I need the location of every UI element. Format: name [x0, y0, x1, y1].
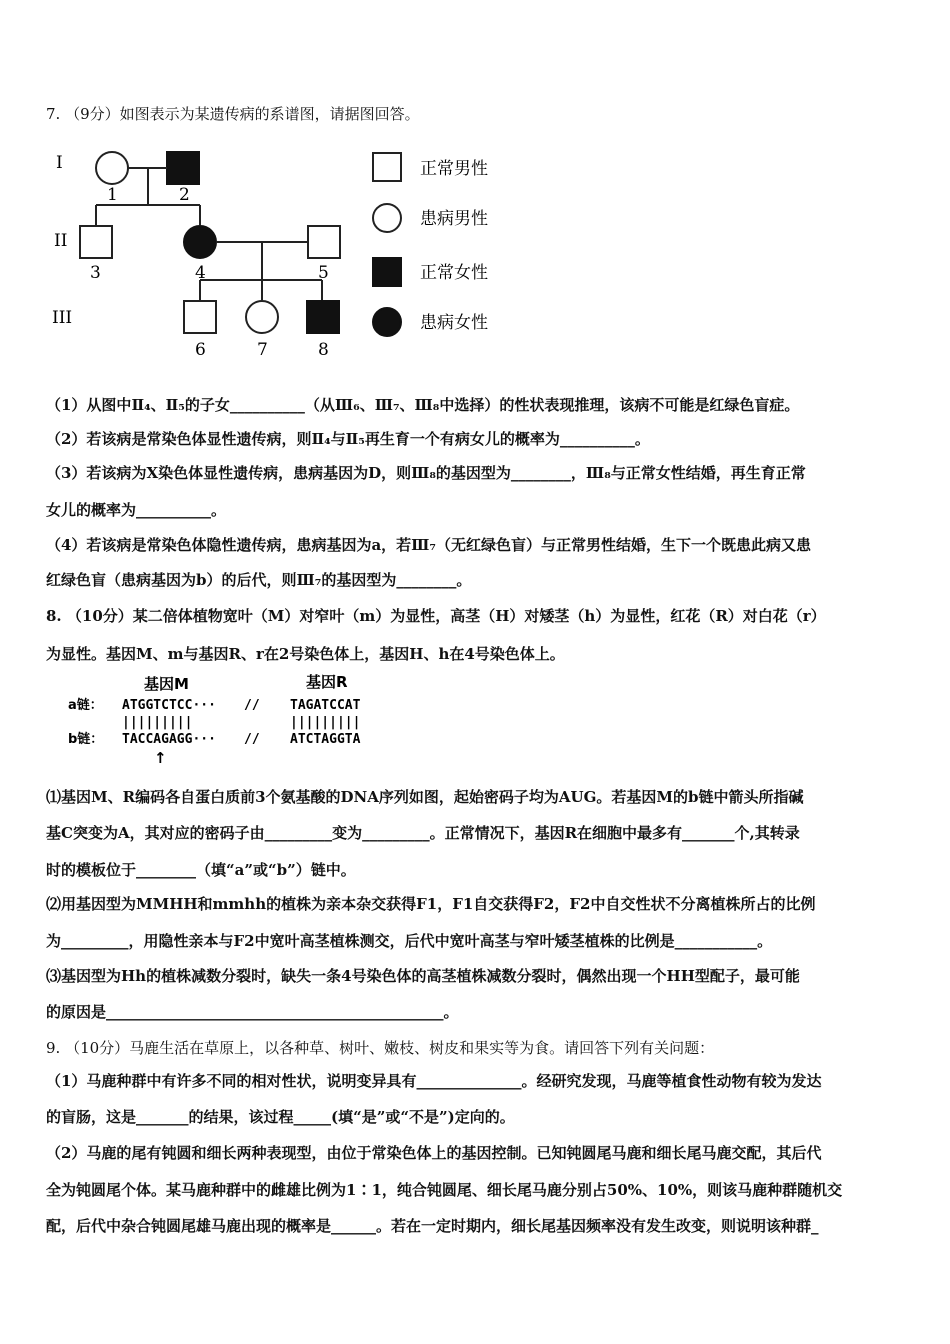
member-2-affected-female	[167, 152, 199, 184]
member-label-5: 5	[318, 263, 329, 283]
q9-header: 9. （10分）马鹿生活在草原上，以各种草、树叶、嫩枝、树皮和果实等为食。请回答下列有关问题：	[46, 1039, 715, 1057]
q8-sub3-line2: 的原因是_____________________________________________。	[46, 1003, 459, 1021]
legend-label-3: 正常女性	[420, 263, 488, 283]
strand-a-label: a链：	[68, 698, 103, 713]
member-label-3: 3	[90, 263, 101, 283]
gene-r-label: 基因R	[306, 673, 348, 691]
member-8-affected-female	[307, 301, 339, 333]
strand-a-seq-1: ATGGTCTCC···	[122, 698, 216, 713]
q8-sub1-line2: 基C突变为A，其对应的密码子由_________变为_________。正常情况下，基因R在细胞中最多有_______个,其转录	[46, 824, 800, 842]
member-5-normal-male	[308, 226, 340, 258]
q9-part1-line2: 的盲肠，这是_______的结果，该过程_____(填“是”或“不是”)定向的。	[46, 1108, 515, 1126]
legend-circle-filled	[373, 308, 401, 336]
q8-sub1-line1: ⑴基因M、R编码各自蛋白质前3个氨基酸的DNA序列如图，起始密码子均为AUG。若基因M的b链中箭头所指碱	[46, 788, 804, 806]
member-7-normal-female	[246, 301, 278, 333]
q8-line1: 8. （10分）某二倍体植物宽叶（M）对窄叶（m）为显性，高茎（H）对矮茎（h）为显性，红花（R）对白花（r）	[46, 607, 826, 625]
q9-part1-line1: （1）马鹿种群中有许多不同的相对性状，说明变异具有______________。经研究发现，马鹿等植食性动物有较为发达	[46, 1072, 822, 1090]
gen-label-2: II	[54, 231, 68, 251]
q8-sub2-line2: 为_________，用隐性亲本与F2中宽叶高茎植株测交，后代中宽叶高茎与窄叶矮茎植株的比例是___________。	[46, 932, 773, 950]
q7-part3-line2: 女儿的概率为__________。	[46, 501, 227, 519]
member-1-normal-female	[96, 152, 128, 184]
member-label-8: 8	[318, 340, 329, 360]
strand-b-sep: //	[244, 732, 260, 747]
legend-square-open	[373, 153, 401, 181]
q7-part3-line1: （3）若该病为X染色体显性遗传病，患病基因为D，则Ⅲ₈的基因型为________，Ⅲ₈与正常女性结婚，再生育正常	[46, 464, 806, 482]
strand-a-sep: //	[244, 698, 260, 713]
member-label-7: 7	[257, 340, 268, 360]
q7-header: 7. （9分）如图表示为某遗传病的系谱图，请据图回答。	[46, 105, 420, 123]
pedigree-chart	[40, 140, 520, 365]
legend-square-filled	[373, 258, 401, 286]
q7-part4-line1: （4）若该病是常染色体隐性遗传病，患病基因为a，若Ⅲ₇（无红绿色盲）与正常男性结婚，生下一个既患此病又患	[46, 536, 811, 554]
member-6-normal-male	[184, 301, 216, 333]
q9-part2-line2: 全为钝圆尾个体。某马鹿种群中的雌雄比例为1∶1，纯合钝圆尾、细长尾马鹿分别占50%、10%，则该马鹿种群随机交	[46, 1181, 843, 1199]
q7-part2: （2）若该病是常染色体显性遗传病，则Ⅱ₄与Ⅱ₅再生育一个有病女儿的概率为__________。	[46, 430, 650, 448]
member-label-4: 4	[195, 263, 206, 283]
strand-b-seq-1: TACCAGAGG···	[122, 732, 216, 747]
legend-circle-open	[373, 204, 401, 232]
legend-label-1: 正常男性	[420, 159, 488, 179]
q8-line2: 为显性。基因M、m与基因R、r在2号染色体上，基因H、h在4号染色体上。	[46, 645, 565, 663]
legend-label-2: 患病男性	[420, 209, 488, 229]
member-label-2: 2	[179, 185, 190, 205]
member-4-affected-female	[184, 226, 216, 258]
pair-bonds-1: |||||||||	[122, 715, 193, 730]
gen-label-3: III	[52, 308, 73, 328]
q7-part4-line2: 红绿色盲（患病基因为b）的后代，则Ⅲ₇的基因型为________。	[46, 571, 472, 589]
strand-b-label: b链：	[68, 732, 104, 747]
strand-b-seq-2: ATCTAGGTA	[290, 732, 361, 747]
dna-sequence-figure	[66, 673, 406, 785]
q7-part1: （1）从图中Ⅱ₄、Ⅱ₅的子女__________（从Ⅲ₆、Ⅲ₇、Ⅲ₈中选择）的性状表现推理，该病不可能是红绿色盲症。	[46, 396, 800, 414]
q9-part2-line3: 配，后代中杂合钝圆尾雄马鹿出现的概率是______。若在一定时期内，细长尾基因频率没有发生改变，则说明该种群_	[46, 1217, 819, 1235]
member-label-1: 1	[107, 185, 118, 205]
legend-label-4: 患病女性	[420, 313, 488, 333]
q9-part2-line1: （2）马鹿的尾有钝圆和细长两种表现型，由位于常染色体上的基因控制。已知钝圆尾马鹿和细长尾马鹿交配，其后代	[46, 1144, 822, 1162]
gen-label-1: I	[56, 153, 63, 173]
strand-a-seq-2: TAGATCCAT	[290, 698, 361, 713]
member-3-normal-male	[80, 226, 112, 258]
mutation-arrow-icon: ↑	[154, 749, 167, 767]
pair-bonds-2: |||||||||	[290, 715, 361, 730]
member-label-6: 6	[195, 340, 206, 360]
gene-m-label: 基因M	[144, 675, 189, 693]
q8-sub3-line1: ⑶基因型为Hh的植株减数分裂时，缺失一条4号染色体的高茎植株减数分裂时，偶然出现一个HH型配子，最可能	[46, 967, 800, 985]
q8-sub1-line3: 时的模板位于________（填“a”或“b”）链中。	[46, 861, 356, 879]
q8-sub2-line1: ⑵用基因型为MMHH和mmhh的植株为亲本杂交获得F1，F1自交获得F2，F2中自交性状不分离植株所占的比例	[46, 895, 816, 913]
